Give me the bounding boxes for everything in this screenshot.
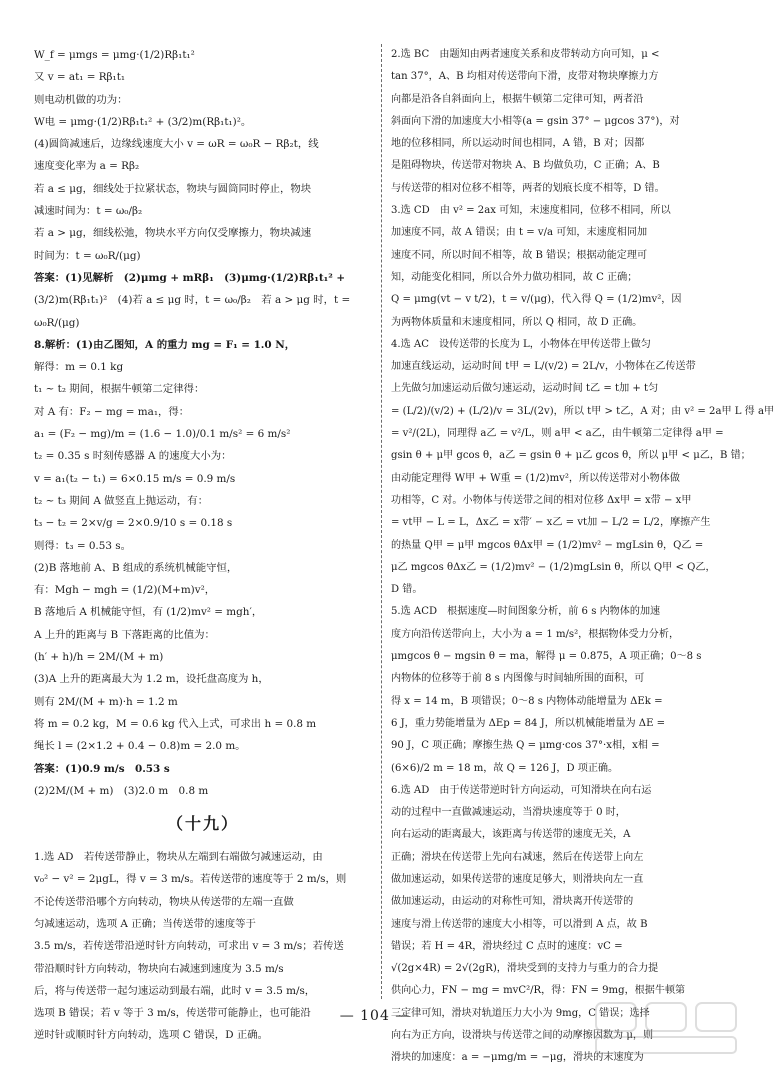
right-line: 供向心力，FN − mg = mvC²/R，得：FN = 9mg，根据牛顿第: [391, 985, 686, 997]
left-top-line: 若 a ≤ μg，细线处于拉紧状态，物块与圆筒同时停止，物块: [34, 182, 312, 195]
right-line: 由动能定理得 W甲 + W重 = (1/2)mv²，所以传送带对小物体做: [391, 472, 680, 484]
left-top-line: 答案：(1)0.9 m/s 0.53 s: [34, 762, 170, 775]
left-bottom-line: 不论传送带沿哪个方向转动，物块从传送带的左端一直做: [34, 895, 294, 908]
left-top-line: 若 a > μg，细线松弛，物块水平方向仅受摩擦力，物块减速: [34, 227, 312, 240]
right-line: = vt甲 − L = L，Δx乙 = x带′ − x乙 = vt加 − L/2 = L/2，摩擦产生: [391, 517, 711, 529]
left-top-line: 将 m = 0.2 kg，M = 0.6 kg 代入上式，可求出 h = 0.8 m: [34, 717, 317, 730]
right-line: = (L/2)/(v/2) + (L/2)/v = 3L/(2v)，所以 t甲 > t乙，A 对；由 v² = 2a甲 L 得 a甲: [391, 405, 774, 417]
left-top-line: 则电动机做的功为：: [34, 93, 128, 106]
right-line: 6.选 AD 由于传送带逆时针方向运动，可知滑块在向右运: [391, 784, 652, 796]
right-line: 地的位移相同，所以运动时间也相同，A 错，B 对；因都: [391, 138, 645, 150]
right-line: 知，动能变化相同，所以合外力做功相同，故 C 正确；: [391, 271, 638, 283]
left-top-line: 解得：m = 0.1 kg: [34, 361, 124, 374]
right-line: 上先做匀加速运动后做匀速运动，运动时间 t乙 = t加 + t匀: [391, 383, 659, 395]
left-top-line: 速度变化率为 a = Rβ₂: [34, 160, 140, 173]
left-top-block: [34, 44, 372, 802]
right-line: 5.选 ACD 根据速度—时间图象分析，前 6 s 内物体的加速: [391, 606, 661, 618]
left-top-line: v = a₁(t₂ − t₁) = 6×0.15 m/s = 0.9 m/s: [34, 472, 236, 485]
right-line: 斜面向下滑的加速度大小相等(a = gsin 37° − μgcos 37°)，对: [391, 115, 680, 127]
right-line: 功相等，C 对。小物体与传送带之间的相对位移 Δx甲 = x带 − x甲: [391, 494, 692, 506]
left-top-line: t₂ ~ t₃ 期间 A 做竖直上抛运动，有：: [34, 494, 209, 507]
right-line: μmgcos θ − mgsin θ = ma，解得 μ = 0.875，A 项正确；0～8 s: [391, 651, 702, 663]
left-top-line: t₂ = 0.35 s 时刻传感器 A 的速度大小为：: [34, 450, 232, 463]
right-line: 内物体的位移等于前 8 s 内图像与时间轴所围的面积，可: [391, 673, 645, 685]
right-line: 向右运动的距离最大，该距离与传送带的速度无关，A: [391, 829, 631, 841]
left-bottom-line: 带沿顺时针方向转动，物块向右减速到速度为 3.5 m/s: [34, 962, 284, 975]
right-line: 加速直线运动，运动时间 t甲 = L/(v/2) = 2L/v，小物体在乙传送带: [391, 361, 696, 373]
left-top-line: 绳长 l = (2×1.2 + 0.4 − 0.8)m = 2.0 m。: [34, 740, 246, 753]
right-line: (6×6)/2 m = 18 m，故 Q = 126 J，D 项正确。: [391, 762, 619, 774]
left-top-line: W_f = μmgs = μmg·(1/2)Rβ₁t₁²: [34, 49, 195, 61]
right-line: 正确；滑块在传送带上先向右减速，然后在传送带上向左: [391, 851, 644, 863]
right-line: 4.选 AC 设传送带的长度为 L，小物体在甲传送带上做匀: [391, 338, 651, 350]
left-bottom-line: v₀² − v² = 2μgL，得 v = 3 m/s。若传送带的速度等于 2 m/s，则: [34, 873, 347, 886]
left-top-line: (3/2)m(Rβ₁t₁)² (4)若 a ≤ μg 时，t = ω₀/β₂ 若 a > μg 时，t =: [34, 294, 351, 307]
left-top-line: (h′ + h)/h = 2M/(M + m): [34, 651, 164, 664]
right-line: 是阻碍物块，传送带对物块 A、B 均做负功，C 正确；A、B: [391, 160, 660, 172]
right-line: 滑块的加速度：a = −μmg/m = −μg，滑块的末速度为: [391, 1052, 644, 1064]
left-bottom-line: 1.选 AD 若传送带静止，物块从左端到右端做匀减速运动，由: [34, 851, 323, 864]
left-bottom-line: 后，将与传送带一起匀速运动到最右端，此时 v = 3.5 m/s，: [34, 984, 316, 997]
left-bottom-line: 匀减速运动，选项 A 正确；当传送带的速度等于: [34, 917, 256, 930]
right-line: = v²/(2L)，同理得 a乙 = v²/L，则 a甲 < a乙，由牛顿第二定律得 a甲 =: [391, 428, 724, 440]
left-top-line: 有：Mgh − mgh = (1/2)(M+m)v²，: [34, 584, 216, 597]
left-top-line: t₁ ~ t₂ 期间，根据牛顿第二定律得：: [34, 383, 205, 396]
left-top-line: 对 A 有：F₂ − mg = ma₁，得：: [34, 405, 190, 418]
right-line: 的热量 Q甲 = μ甲 mgcos θΔx甲 = (1/2)mv² − mgLsin θ，Q乙 =: [391, 539, 704, 551]
left-top-line: a₁ = (F₂ − mg)/m = (1.6 − 1.0)/0.1 m/s² = 6 m/s²: [34, 428, 291, 441]
left-top-line: 8.解析：(1)由乙图知，A 的重力 mg = F₁ = 1.0 N，: [34, 338, 296, 351]
right-line: 动的过程中一直做减速运动，当滑块速度等于 0 时，: [391, 807, 626, 819]
right-line: 三定律可知，滑块对轨道压力大小为 9mg，C 错误；选择: [391, 1007, 650, 1019]
left-bottom-line: 选项 B 错误；若 v 等于 3 m/s，传送带可能静止，也可能沿: [34, 1007, 311, 1020]
right-line: 2.选 BC 由题知由两者速度关系和皮带转动方向可知，μ <: [391, 49, 660, 60]
left-top-line: 答案：(1)见解析 (2)μmg + mRβ₁ (3)μmg·(1/2)Rβ₁t₁² +: [34, 271, 346, 284]
left-top-line: B 落地后 A 机械能守恒，有 (1/2)mv² = mgh′，: [34, 606, 263, 619]
left-top-line: W电 = μmg·(1/2)Rβ₁t₁² + (3/2)m(Rβ₁t₁)²。: [34, 115, 252, 128]
right-line: 速度与滑上传送带的速度大小相等，可以滑到 A 点，故 B: [391, 918, 648, 930]
left-top-line: (2)B 落地前 A、B 组成的系统机械能守恒，: [34, 561, 238, 574]
right-line: tan 37°，A、B 均相对传送带向下滑，皮带对物块摩擦力方: [391, 71, 659, 83]
left-bottom-line: 逆时针或顺时针方向转动，选项 C 错误，D 正确。: [34, 1029, 269, 1042]
right-line: √(2g×4R) = 2√(2gR)，滑块受到的支持力与重力的合力提: [391, 963, 659, 975]
right-line: 90 J，C 项正确；摩擦生热 Q = μmg·cos 37°·x相，x相 =: [391, 740, 660, 752]
right-line: 加速度不同，故 A 错误；由 t = v/a 可知，末速度相同加: [391, 227, 648, 239]
left-top-line: 又 v = at₁ = Rβ₁t₁: [34, 71, 126, 84]
page-number: — 104 —: [339, 1008, 411, 1024]
left-top-line: 时间为：t = ω₀R/(μg): [34, 249, 141, 262]
left-bottom-line: 3.5 m/s，若传送带沿逆时针方向转动，可求出 v = 3 m/s；若传送: [34, 940, 344, 953]
left-top-line: (2)2M/(M + m) (3)2.0 m 0.8 m: [34, 784, 209, 797]
right-line: 为两物体质量和末速度相同，所以 Q 相同，故 D 正确。: [391, 316, 643, 328]
column-divider: [381, 44, 382, 999]
left-top-line: (4)圆筒减速后，边缘线速度大小 v = ωR = ω₀R − Rβ₂t，线: [34, 138, 319, 151]
right-line: 度方向沿传送带向上，大小为 a = 1 m/s²，根据物体受力分析，: [391, 628, 680, 640]
right-line: 做加速运动，由运动的对称性可知，滑块离开传送带的: [391, 896, 634, 908]
right-line: D 错。: [391, 584, 423, 596]
section-title: （十九）: [166, 814, 239, 834]
right-line: 6 J，重力势能增量为 ΔEp = 84 J，所以机械能增量为 ΔE =: [391, 717, 666, 729]
right-line: 3.选 CD 由 v² = 2ax 可知，末速度相同，位移不相同，所以: [391, 205, 671, 217]
left-column: [34, 44, 372, 1042]
right-line: 速度不同，所以时间不相等，故 B 错误；根据动能定理可: [391, 249, 648, 261]
right-line: 错误；若 H = 4R，滑块经过 C 点时的速度：vC =: [391, 940, 623, 952]
left-top-line: ω₀R/(μg): [34, 316, 80, 329]
left-top-line: (3)A 上升的距离最大为 1.2 m，设托盘高度为 h，: [34, 673, 269, 686]
left-top-line: 则有 2M/(M + m)·h = 1.2 m: [34, 695, 178, 708]
right-line: 做加速运动，如果传送带的速度足够大，则滑块向左一直: [391, 873, 644, 885]
left-top-line: t₃ − t₂ = 2×v/g = 2×0.9/10 s = 0.18 s: [34, 517, 233, 530]
left-top-line: 则得：t₃ = 0.53 s。: [34, 539, 131, 552]
right-line: μ乙 mgcos θΔx乙 = (1/2)mv² − (1/2)mgLsin θ，所以 Q甲 < Q乙，: [391, 561, 716, 573]
right-line: 向右为正方向，设滑块与传送带之间的动摩擦因数为 μ，则: [391, 1030, 654, 1042]
right-line: 得 x = 14 m，B 项错误；0～8 s 内物体动能增量为 ΔEk =: [391, 695, 663, 707]
right-line: Q = μmg(vt − v t/2)，t = v/(μg)，代入得 Q = (1/2)mv²，因: [391, 294, 682, 306]
right-column: [391, 44, 774, 1064]
right-line: gsin θ + μ甲 gcos θ，a乙 = gsin θ + μ乙 gcos θ，所以 μ甲 < μ乙，B 错；: [391, 450, 751, 462]
watermark-logo-icon: [592, 999, 742, 1057]
left-top-line: 减速时间为：t = ω₀/β₂: [34, 205, 143, 218]
right-line: 与传送带的相对位移不相等，两者的划痕长度不相等，D 错。: [391, 182, 665, 194]
left-top-line: A 上升的距离与 B 下落距离的比值为：: [34, 628, 215, 641]
right-line: 向都是沿各自斜面向上，根据牛顿第二定律可知，两者沿: [391, 93, 644, 105]
